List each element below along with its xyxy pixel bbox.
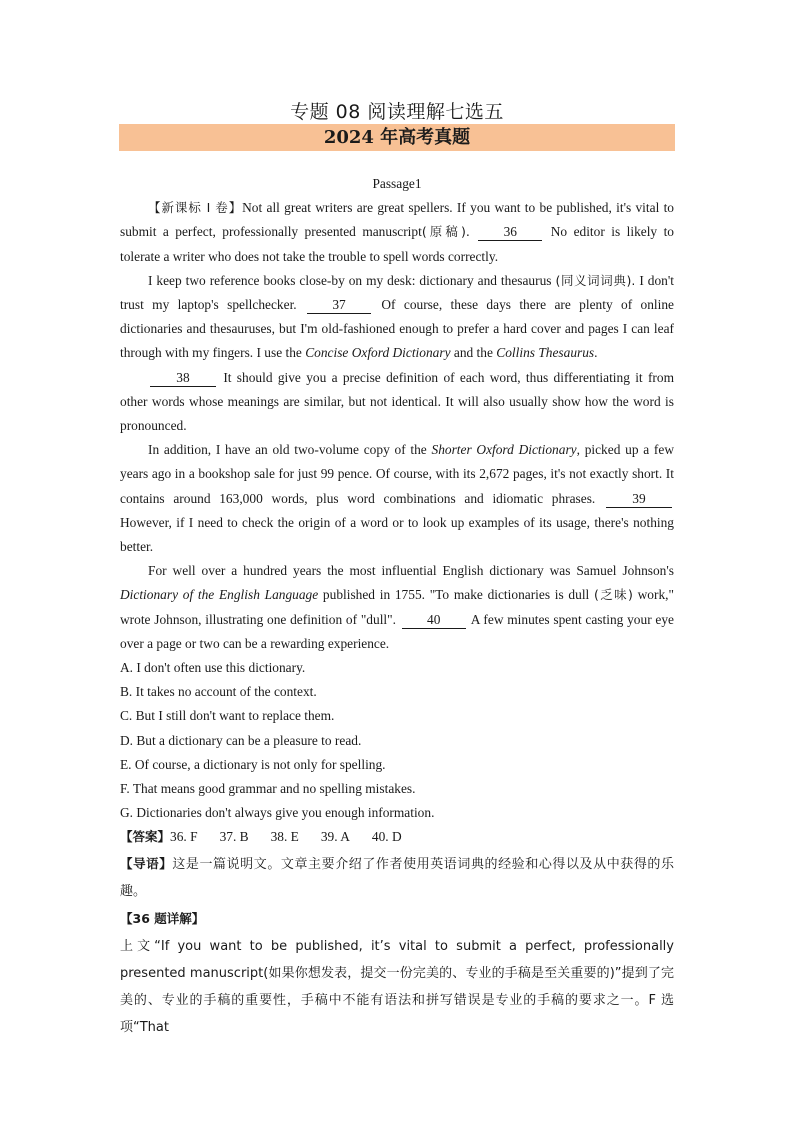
paragraph-2: I keep two reference books close-by on my desk: dictionary and thesaurus (同义词词典). I don't trust my laptop's spellchecker. 37 Of course, these days there are plenty of online dictionaries and thesauruses, but I'm old-fashioned enough to prefer a hard cover and pages I can leaf through with my fingers. I use the Concise Oxford Dictionary and the Collins Thesaurus. [120,272,675,361]
option-a: A. I don't often use this dictionary. [120,660,306,676]
paragraph-3: 38 It should give you a precise definition of each word, thus differentiating it from other words whose meanings are similar, but not identical. It will also usually show how the word is pronounced. [120,369,674,434]
blank-37[interactable]: 37 [307,297,371,314]
option-e: E. Of course, a dictionary is not only for spelling. [120,756,386,772]
option-b: B. It takes no account of the context. [120,684,317,700]
book-title: Shorter Oxford Dictionary [431,442,577,458]
section-banner: 2024 年高考真题 [119,124,675,151]
paragraph-5: For well over a hundred years the most influential English dictionary was Samuel Johnson's Dictionary of the English Language published in 1755. "To make dictionaries is dull (乏味) work," wrote Johnson, illustrating one definition of "dull". 40 A few minutes spent casting your eye over a page or two can be a rewarding experience. [120,563,674,651]
answer-label: 【答案】 [120,829,171,845]
book-title: Dictionary of the English Language [120,587,319,603]
answer-item: 36. F [170,829,198,845]
paragraph-4: In addition, I have an old two-volume copy of the Shorter Oxford Dictionary, picked up a few years ago in a bookshop sale for just 99 pence. Of course, with its 2,672 pages, it's not exactly short. It contains around 163,000 words, plus word combinations and idiomatic phrases. 39 However, if I need to check the origin of a word or to look up examples of its usage, there's nothing better. [120,442,674,555]
option-g: G. Dictionaries don't always give you enough information. [120,805,435,821]
answer-item: 39. A [320,829,350,845]
paragraph-1: 【新课标 I 卷】Not all great writers are great spellers. If you want to be published, it's vital to submit a perfect, professionally presented manuscript(原稿). 36 No editor is likely to tolerate a writer who does not take the trouble to spell words correctly. [120,200,674,264]
option-c: C. But I still don't want to replace them. [120,708,335,724]
guide-paragraph [120,850,674,905]
guide-label: 【导语】 [120,855,173,871]
document-body [120,172,674,1041]
source-tag: 【新课标 I 卷】 [148,200,243,216]
blank-36[interactable]: 36 [478,224,542,241]
blank-40[interactable]: 40 [402,612,466,629]
option-f: F. That means good grammar and no spelling mistakes. [120,781,416,797]
answer-item: 37. B [219,829,249,845]
answer-item: 40. D [371,829,402,845]
book-title: Collins Thesaurus [496,345,595,361]
blank-39[interactable]: 39 [606,491,672,508]
passage-name: Passage1 [372,176,422,191]
answer-line [120,825,674,849]
book-title: Concise Oxford Dictionary [305,345,451,361]
guide-text: 这是一篇说明文。文章主要介绍了作者使用英语词典的经验和心得以及从中获得的乐趣。 [120,856,674,899]
page-title: 专题 08 阅读理解七选五 [290,101,504,123]
answer-item: 38. E [270,829,299,845]
option-d: D. But a dictionary can be a pleasure to read. [120,732,362,748]
detail-36-text: 上文“If you want to be published, it’s vital to submit a perfect, professionally presented manuscript(如果你想发表，提交一份完美的、专业的手稿是至关重要的)”提到了完美的、专业的手稿的重要性，手稿中不能有语法和拼写错误是专业的手稿的要求之一。F 选项“That [120,938,674,1035]
detail-36-label: 【36 题详解】 [120,910,205,926]
blank-38[interactable]: 38 [150,370,216,387]
